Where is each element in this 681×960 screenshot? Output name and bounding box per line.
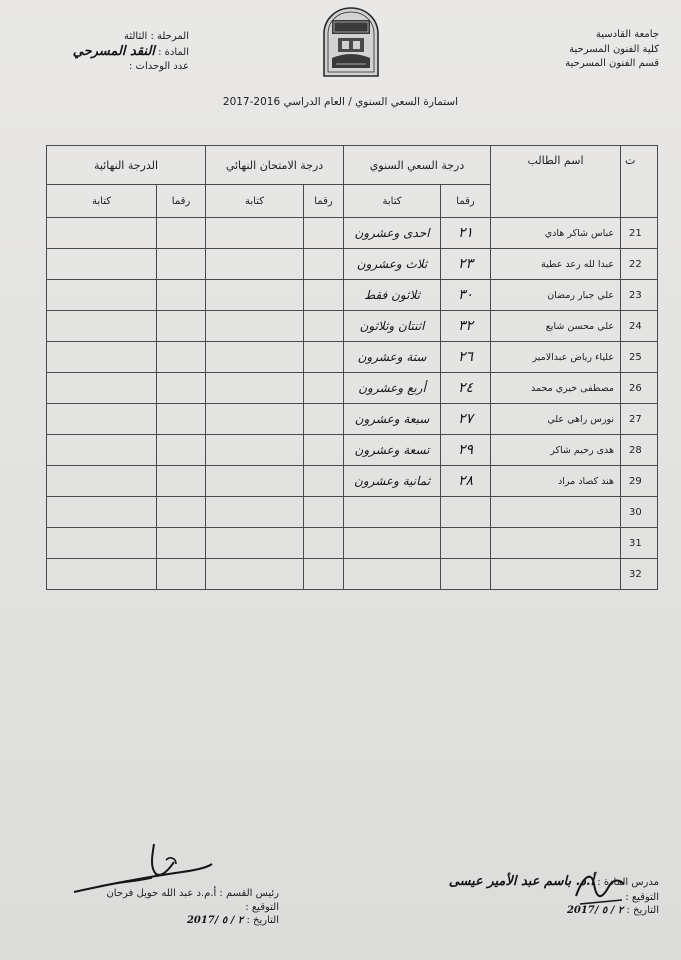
exam-grade-digits [304, 373, 344, 404]
student-name: هند كصاد مراد [491, 466, 621, 497]
exam-grade-digits [304, 249, 344, 280]
student-name: مصطفى خيري محمد [491, 373, 621, 404]
final-grade-digits [157, 249, 206, 280]
final-grade-words [47, 466, 157, 497]
exam-grade-digits [304, 311, 344, 342]
stage-label: المرحلة : الثالثة [123, 31, 189, 42]
subject-value: النقد المسرحي [72, 43, 155, 59]
course-info-block [73, 30, 189, 75]
final-grade-words [47, 218, 157, 249]
final-grade-digits [157, 497, 206, 528]
department-name: قسم الفنون المسرحية [565, 58, 659, 69]
final-grade-words [47, 559, 157, 590]
table-row [47, 435, 658, 466]
student-name: عباس شاكر هادي [491, 218, 621, 249]
table-row [47, 528, 658, 559]
row-number: 31 [621, 528, 658, 559]
university-name: جامعة القادسية [595, 29, 659, 40]
row-number: 27 [621, 404, 658, 435]
final-grade-words [47, 528, 157, 559]
exam-grade-digits [304, 218, 344, 249]
teacher-label: مدرس المادة : [597, 877, 659, 888]
exam-grade-digits [304, 342, 344, 373]
student-name [491, 497, 621, 528]
subject-label: المادة : [158, 46, 189, 58]
teacher-name-handwritten: أ.د. باسم عبد الأمير عيسى [448, 874, 595, 889]
row-number: 24 [621, 311, 658, 342]
exam-grade-digits [304, 497, 344, 528]
annual-grade-digits: ٣٠ [441, 280, 491, 311]
sub-header-digits: رقما [157, 185, 206, 218]
subject-line [73, 45, 189, 61]
form-title: استمارة السعي السنوي / العام الدراسي 2016-2017 [222, 96, 459, 108]
annual-grade-words: اثنتان وثلاثون [344, 311, 441, 342]
sub-header-digits: رقما [304, 185, 344, 218]
department-head-signature [70, 838, 220, 898]
row-number: 29 [621, 466, 658, 497]
table-row [47, 466, 658, 497]
table-row [47, 559, 658, 590]
exam-grade-words [206, 559, 304, 590]
final-grade-words [47, 311, 157, 342]
annual-grade-digits [441, 528, 491, 559]
annual-grade-digits: ٢٣ [441, 249, 491, 280]
table-row [47, 404, 658, 435]
col-header-final-grade: الدرجة النهائية [47, 146, 206, 185]
table-row [47, 497, 658, 528]
annual-grade-words: سبعة وعشرون [344, 404, 441, 435]
college-name: كلية الفنون المسرحية [569, 43, 659, 55]
annual-grade-words: أربع وعشرون [344, 373, 441, 404]
head-signature-label: التوقيع : [245, 901, 279, 913]
exam-grade-words [206, 404, 304, 435]
annual-grade-words: ثلاثون فقط [344, 280, 441, 311]
final-grade-words [47, 342, 157, 373]
sub-header-digits: رقما [441, 185, 491, 218]
exam-grade-words [206, 373, 304, 404]
annual-grade-digits: ٣٢ [441, 311, 491, 342]
head-date-value: ٢ / ٥ /2017 [186, 915, 244, 926]
table-row [47, 342, 658, 373]
table-row [47, 373, 658, 404]
row-number: 32 [621, 559, 658, 590]
exam-grade-words [206, 280, 304, 311]
exam-grade-digits [304, 404, 344, 435]
teacher-date-label: التاريخ : [626, 905, 659, 916]
annual-grade-digits [441, 497, 491, 528]
row-number: 21 [621, 218, 658, 249]
sub-header-words: كتابة [206, 185, 304, 218]
exam-grade-digits [304, 435, 344, 466]
annual-grade-words [344, 528, 441, 559]
final-grade-digits [157, 404, 206, 435]
annual-grade-words: تسعة وعشرون [344, 435, 441, 466]
head-date-label: التاريخ : [246, 915, 279, 926]
final-grade-words [47, 373, 157, 404]
final-grade-digits [157, 528, 206, 559]
teacher-signature [570, 866, 630, 912]
annual-grade-words: ستة وعشرون [344, 342, 441, 373]
annual-grade-digits: ٢٦ [441, 342, 491, 373]
annual-grade-digits: ٢٨ [441, 466, 491, 497]
exam-grade-words [206, 342, 304, 373]
exam-grade-words [206, 249, 304, 280]
final-grade-words [47, 249, 157, 280]
student-name [491, 559, 621, 590]
annual-grade-words: ثلاث وعشرون [344, 249, 441, 280]
exam-grade-digits [304, 280, 344, 311]
final-grade-digits [157, 559, 206, 590]
annual-grade-digits: ٢١ [441, 218, 491, 249]
sub-header-words: كتابة [344, 185, 441, 218]
final-grade-words [47, 497, 157, 528]
institution-block [565, 28, 659, 72]
table-row [47, 218, 658, 249]
final-grade-digits [157, 280, 206, 311]
row-number: 25 [621, 342, 658, 373]
exam-grade-words [206, 497, 304, 528]
grades-table [46, 145, 658, 590]
annual-grade-words: ثمانية وعشرون [344, 466, 441, 497]
student-name: علياء رياض عبدالامير [491, 342, 621, 373]
annual-grade-words [344, 497, 441, 528]
row-number: 30 [621, 497, 658, 528]
annual-grade-digits: ٢٩ [441, 435, 491, 466]
final-grade-words [47, 404, 157, 435]
annual-grade-words [344, 559, 441, 590]
exam-grade-digits [304, 559, 344, 590]
student-name: هدى رحيم شاكر [491, 435, 621, 466]
head-date-line [106, 914, 279, 928]
table-row [47, 311, 658, 342]
student-name [491, 528, 621, 559]
final-grade-digits [157, 342, 206, 373]
exam-grade-digits [304, 528, 344, 559]
exam-grade-words [206, 218, 304, 249]
row-number: 26 [621, 373, 658, 404]
annual-grade-digits [441, 559, 491, 590]
col-header-annual-grade: درجة السعي السنوي [344, 146, 491, 185]
teacher-signature-label: التوقيع : [625, 892, 659, 903]
exam-grade-words [206, 528, 304, 559]
student-name: نورس راهي علي [491, 404, 621, 435]
final-grade-words [47, 435, 157, 466]
student-name: علي جبار رمضان [491, 280, 621, 311]
final-grade-digits [157, 373, 206, 404]
annual-grade-digits: ٢٧ [441, 404, 491, 435]
units-label: عدد الوحدات : [128, 61, 189, 72]
col-header-student-name: اسم الطالب [491, 146, 621, 218]
final-grade-digits [157, 311, 206, 342]
student-name: عبدا لله رعد عطية [491, 249, 621, 280]
teacher-date-value: ٢ / ٥ /2017 [566, 905, 624, 916]
col-header-index: ت [621, 146, 658, 218]
table-row [47, 249, 658, 280]
row-number: 23 [621, 280, 658, 311]
exam-grade-words [206, 311, 304, 342]
final-grade-digits [157, 466, 206, 497]
final-grade-words [47, 280, 157, 311]
exam-grade-words [206, 435, 304, 466]
student-name: علي محسن شايع [491, 311, 621, 342]
row-number: 28 [621, 435, 658, 466]
exam-grade-digits [304, 466, 344, 497]
annual-grade-words: احدى وعشرون [344, 218, 441, 249]
university-seal-logo [320, 6, 382, 80]
annual-grade-digits: ٢٤ [441, 373, 491, 404]
exam-grade-words [206, 466, 304, 497]
table-row [47, 280, 658, 311]
row-number: 22 [621, 249, 658, 280]
final-grade-digits [157, 218, 206, 249]
final-grade-digits [157, 435, 206, 466]
col-header-final-exam: درجة الامتحان النهائي [206, 146, 344, 185]
sub-header-words: كتابة [47, 185, 157, 218]
department-head-label: رئيس القسم : أ.م.د عبد الله حويل فرحان [106, 888, 279, 899]
